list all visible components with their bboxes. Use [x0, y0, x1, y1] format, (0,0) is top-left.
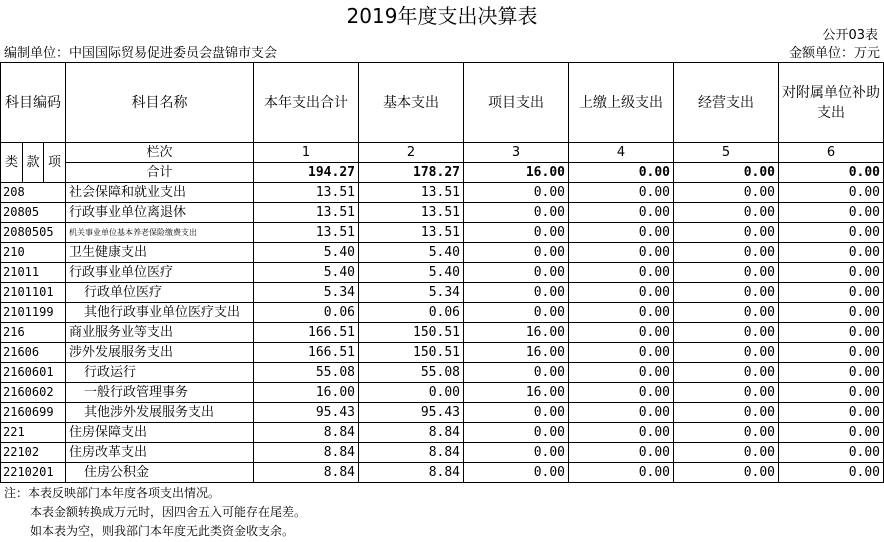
row-code: 2160699	[1, 403, 66, 423]
table-row	[1, 363, 884, 383]
row-code: 221	[1, 423, 66, 443]
row-value: 0.00	[569, 423, 674, 443]
header-name: 科目名称	[66, 63, 254, 143]
row-value: 0.00	[779, 323, 884, 343]
table-row	[1, 223, 884, 243]
row-value: 0.00	[779, 343, 884, 363]
row-value: 0.00	[674, 243, 779, 263]
row-value: 0.00	[674, 403, 779, 423]
total-value: 0.00	[569, 163, 674, 183]
col-num: 4	[569, 143, 674, 163]
row-value: 13.51	[359, 223, 464, 243]
total-value: 194.27	[254, 163, 359, 183]
header-basic: 基本支出	[359, 63, 464, 143]
row-code: 208	[1, 183, 66, 203]
row-code: 22102	[1, 443, 66, 463]
row-value: 0.00	[674, 203, 779, 223]
row-value: 0.00	[569, 383, 674, 403]
row-name: 商业服务业等支出	[66, 323, 254, 343]
row-value: 0.00	[464, 463, 569, 483]
row-value: 0.00	[779, 443, 884, 463]
total-value: 0.00	[674, 163, 779, 183]
table-row	[1, 183, 884, 203]
col-num: 2	[359, 143, 464, 163]
table-row	[1, 203, 884, 223]
row-name: 行政事业单位医疗	[66, 263, 254, 283]
row-name: 住房改革支出	[66, 443, 254, 463]
header-lei: 类	[1, 143, 23, 183]
row-value: 0.00	[464, 423, 569, 443]
row-code: 2101101	[1, 283, 66, 303]
row-value: 0.00	[779, 203, 884, 223]
row-value: 0.00	[464, 303, 569, 323]
header-project: 项目支出	[464, 63, 569, 143]
page-title: 2019年度支出决算表	[346, 4, 538, 28]
row-name: 其他涉外发展服务支出	[66, 403, 254, 423]
row-value: 0.00	[464, 283, 569, 303]
row-value: 16.00	[464, 383, 569, 403]
table-row	[1, 463, 884, 483]
row-code: 216	[1, 323, 66, 343]
total-row	[1, 163, 884, 183]
row-value: 5.40	[254, 243, 359, 263]
row-value: 5.34	[254, 283, 359, 303]
row-value: 0.00	[569, 243, 674, 263]
row-name: 社会保障和就业支出	[66, 183, 254, 203]
note-line: 本表金额转换成万元时，因四舍五入可能存在尾差。	[30, 505, 307, 519]
org-label: 编制单位：中国国际贸易促进委员会盘锦市支会	[4, 46, 278, 61]
header-total: 本年支出合计	[254, 63, 359, 143]
row-value: 0.06	[254, 303, 359, 323]
row-value: 0.00	[569, 283, 674, 303]
row-value: 0.00	[674, 283, 779, 303]
row-value: 0.00	[359, 383, 464, 403]
header-subsidy: 对附属单位补助支出	[779, 63, 884, 143]
row-value: 166.51	[254, 343, 359, 363]
row-value: 0.00	[464, 243, 569, 263]
col-num: 5	[674, 143, 779, 163]
row-name: 卫生健康支出	[66, 243, 254, 263]
table-row	[1, 263, 884, 283]
row-name: 涉外发展服务支出	[66, 343, 254, 363]
row-value: 0.00	[779, 183, 884, 203]
header-business: 经营支出	[674, 63, 779, 143]
row-value: 0.06	[359, 303, 464, 323]
row-value: 0.00	[569, 363, 674, 383]
public-table-tag: 公开03表	[822, 28, 878, 43]
row-value: 8.84	[254, 463, 359, 483]
row-value: 8.84	[254, 443, 359, 463]
row-value: 5.40	[359, 263, 464, 283]
row-value: 166.51	[254, 323, 359, 343]
row-code: 2101199	[1, 303, 66, 323]
row-value: 5.40	[254, 263, 359, 283]
expenditure-table	[0, 62, 884, 483]
row-name: 行政事业单位离退休	[66, 203, 254, 223]
row-value: 0.00	[779, 363, 884, 383]
row-value: 0.00	[569, 183, 674, 203]
row-value: 0.00	[779, 283, 884, 303]
row-value: 0.00	[779, 223, 884, 243]
row-value: 13.51	[254, 203, 359, 223]
row-value: 0.00	[569, 203, 674, 223]
row-value: 0.00	[464, 223, 569, 243]
row-value: 0.00	[779, 263, 884, 283]
table-row	[1, 343, 884, 363]
total-value: 0.00	[779, 163, 884, 183]
row-value: 0.00	[674, 183, 779, 203]
row-code: 2160602	[1, 383, 66, 403]
table-row	[1, 383, 884, 403]
row-code: 21011	[1, 263, 66, 283]
row-value: 0.00	[464, 183, 569, 203]
row-value: 0.00	[674, 303, 779, 323]
row-value: 0.00	[569, 403, 674, 423]
row-value: 150.51	[359, 343, 464, 363]
table-row	[1, 403, 884, 423]
row-value: 0.00	[464, 203, 569, 223]
row-name: 机关事业单位基本养老保险缴费支出	[66, 223, 254, 243]
total-label: 合计	[66, 163, 254, 183]
row-code: 210	[1, 243, 66, 263]
row-value: 8.84	[359, 443, 464, 463]
row-value: 0.00	[779, 243, 884, 263]
row-value: 0.00	[569, 343, 674, 363]
row-value: 55.08	[359, 363, 464, 383]
row-value: 0.00	[779, 303, 884, 323]
row-value: 0.00	[674, 323, 779, 343]
row-value: 8.84	[359, 423, 464, 443]
row-value: 13.51	[359, 183, 464, 203]
row-value: 150.51	[359, 323, 464, 343]
col-num: 3	[464, 143, 569, 163]
row-value: 0.00	[464, 443, 569, 463]
table-row	[1, 303, 884, 323]
row-code: 2080505	[1, 223, 66, 243]
row-value: 0.00	[779, 403, 884, 423]
table-row	[1, 323, 884, 343]
unit-label: 金额单位：万元	[788, 46, 880, 61]
table-row	[1, 283, 884, 303]
row-value: 0.00	[779, 383, 884, 403]
row-value: 0.00	[464, 263, 569, 283]
col-num: 1	[254, 143, 359, 163]
row-name: 住房公积金	[66, 463, 254, 483]
header-xiang: 项	[44, 143, 66, 183]
row-value: 0.00	[674, 463, 779, 483]
row-value: 0.00	[674, 423, 779, 443]
row-value: 95.43	[359, 403, 464, 423]
row-code: 21606	[1, 343, 66, 363]
row-value: 8.84	[359, 463, 464, 483]
row-value: 0.00	[779, 463, 884, 483]
row-value: 0.00	[569, 263, 674, 283]
total-value: 178.27	[359, 163, 464, 183]
row-name: 住房保障支出	[66, 423, 254, 443]
row-value: 13.51	[254, 183, 359, 203]
row-value: 0.00	[569, 463, 674, 483]
total-value: 16.00	[464, 163, 569, 183]
row-value: 16.00	[464, 343, 569, 363]
row-name: 行政单位医疗	[66, 283, 254, 303]
row-value: 0.00	[569, 303, 674, 323]
row-code: 2210201	[1, 463, 66, 483]
row-value: 0.00	[569, 443, 674, 463]
row-value: 0.00	[779, 423, 884, 443]
header-upper: 上缴上级支出	[569, 63, 674, 143]
row-value: 0.00	[674, 383, 779, 403]
row-code: 2160601	[1, 363, 66, 383]
row-value: 0.00	[674, 363, 779, 383]
row-value: 0.00	[674, 223, 779, 243]
row-name: 行政运行	[66, 363, 254, 383]
row-value: 8.84	[254, 423, 359, 443]
row-name: 一般行政管理事务	[66, 383, 254, 403]
note-line: 注：本表反映部门本年度各项支出情况。	[4, 486, 221, 500]
row-name: 其他行政事业单位医疗支出	[66, 303, 254, 323]
header-kuan: 款	[23, 143, 44, 183]
header-code: 科目编码	[1, 63, 66, 143]
row-value: 13.51	[359, 203, 464, 223]
row-value: 0.00	[464, 403, 569, 423]
row-value: 0.00	[464, 363, 569, 383]
row-value: 0.00	[674, 343, 779, 363]
row-value: 16.00	[254, 383, 359, 403]
row-value: 13.51	[254, 223, 359, 243]
row-value: 5.34	[359, 283, 464, 303]
table-row	[1, 423, 884, 443]
col-num: 6	[779, 143, 884, 163]
row-value: 5.40	[359, 243, 464, 263]
note-line: 如本表为空，则我部门本年度无此类资金收支余。	[30, 524, 295, 538]
row-value: 0.00	[569, 223, 674, 243]
row-value: 16.00	[464, 323, 569, 343]
row-value: 95.43	[254, 403, 359, 423]
row-value: 0.00	[674, 443, 779, 463]
table-row	[1, 443, 884, 463]
row-code: 20805	[1, 203, 66, 223]
lanci-label: 栏次	[66, 143, 254, 163]
row-value: 0.00	[569, 323, 674, 343]
row-value: 55.08	[254, 363, 359, 383]
row-value: 0.00	[674, 263, 779, 283]
table-row	[1, 243, 884, 263]
notes	[4, 484, 306, 541]
